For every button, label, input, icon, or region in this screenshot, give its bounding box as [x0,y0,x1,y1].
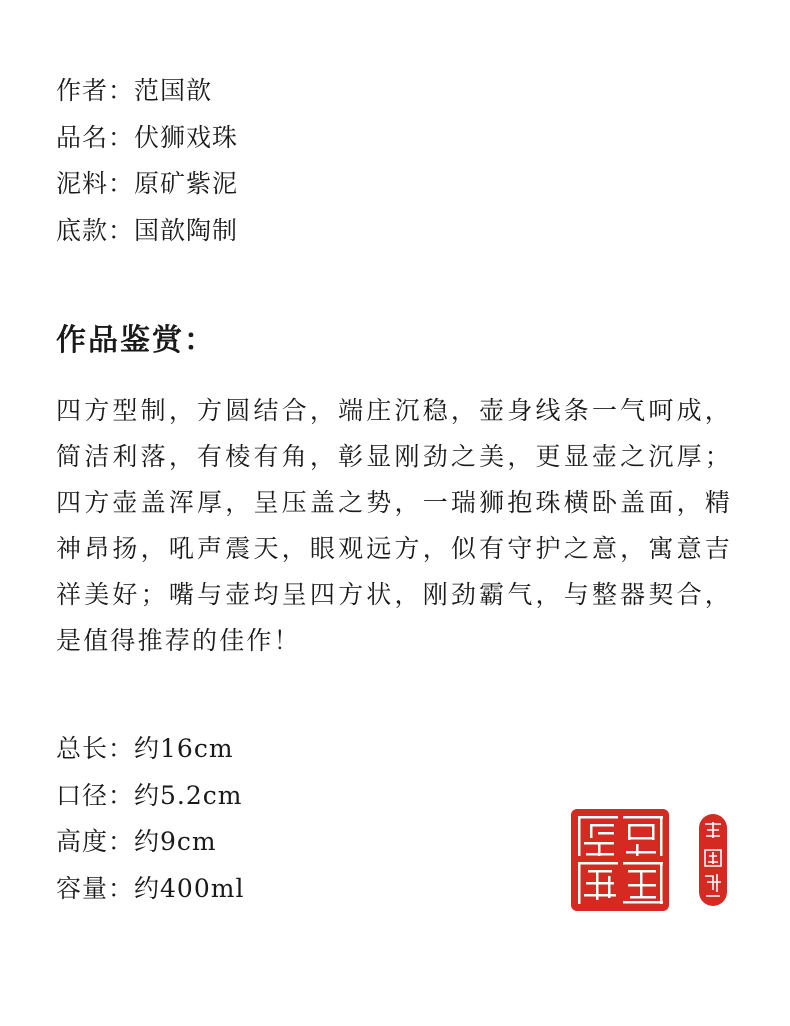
total-length-value: 约16cm [134,734,234,763]
mouth-diameter-value: 约5.2cm [134,780,243,810]
mouth-diameter-label: 口径： [56,780,135,810]
capacity-line [56,866,244,913]
author-line [56,68,238,115]
bottom-mark-line [56,208,238,255]
product-info [56,68,238,254]
total-length-line [56,726,244,773]
height-line [56,819,244,866]
mouth-diameter-line [56,773,244,820]
clay-line [56,161,238,208]
total-length-label: 总长： [56,734,135,763]
height-value: 约9cm [134,827,217,856]
bottom-mark-label: 底款： [56,215,135,245]
bottom-mark-value: 国歆陶制 [134,215,239,245]
product-name-value: 伏狮戏珠 [134,122,239,152]
author-value: 范国歆 [134,76,213,105]
author-label: 作者： [56,76,135,105]
height-label: 高度： [56,827,135,856]
capacity-label: 容量： [56,873,135,903]
appreciation-title: 作品鉴赏： [56,323,216,358]
product-name-line [56,115,238,162]
seal-stamp-small [697,812,729,908]
capacity-value: 约400ml [134,873,245,903]
clay-value: 原矿紫泥 [134,169,239,198]
clay-label: 泥料： [56,169,135,198]
product-name-label: 品名： [56,122,135,152]
appreciation-paragraph: 四方型制，方圆结合，端庄沉稳，壶身线条一气呵成，简洁利落，有棱有角，彰显刚劲之美，更显壶之沉厚；四方壶盖浑厚，呈压盖之势，一瑞狮抱珠横卧盖面，精神昂扬，吼声震天，眼观远方，似有守护之意，寓意吉祥美好；嘴与壶均呈四方状，刚劲霸气，与整器契合，是值得推荐的佳作！ [56,396,732,655]
specifications [56,726,244,912]
seal-stamp-large [568,806,672,914]
